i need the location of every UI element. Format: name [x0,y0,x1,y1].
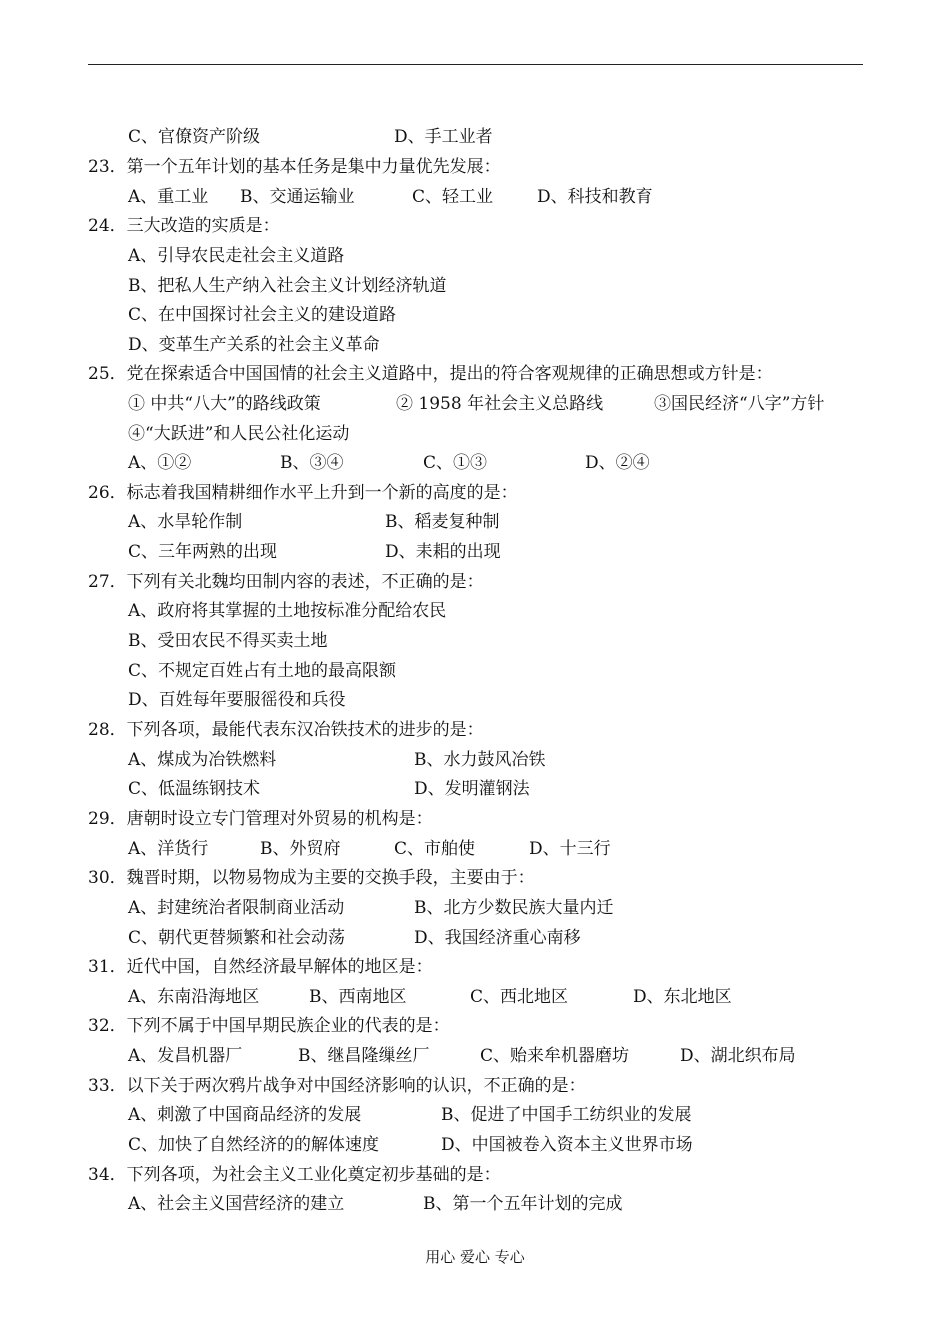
q22-option-d: D、手工业者 [394,127,493,147]
q31-options-row [0,986,950,1008]
page-footer: 用心 爱心 专心 [425,1248,525,1266]
q26-option-a: A、水旱轮作制 [128,512,243,532]
q23-option-b: B、交通运输业 [240,187,355,207]
q28-stem: 28．下列各项，最能代表东汉冶铁技术的进步的是： [88,720,484,740]
q31-stem: 31．近代中国，自然经济最早解体的地区是： [88,957,433,977]
header-rule [88,64,863,65]
q34-option-b: B、第一个五年计划的完成 [423,1194,623,1214]
q27-stem: 27．下列有关北魏均田制内容的表述，不正确的是： [88,572,484,592]
q34-options-row [0,1193,950,1215]
q23-options-row [0,186,950,208]
q34-stem: 34．下列各项，为社会主义工业化奠定初步基础的是： [88,1165,501,1185]
q32-option-b: B、继昌隆缫丝厂 [298,1046,430,1066]
q33-options-row-1 [0,1104,950,1126]
q25-items-row [0,393,950,415]
q27-option-d: D、百姓每年要服徭役和兵役 [128,690,346,710]
q28-options-row-1 [0,749,950,771]
q33-option-c: C、加快了自然经济的的解体速度 [128,1135,380,1155]
q26-stem: 26．标志着我国精耕细作水平上升到一个新的高度的是： [88,483,518,503]
q26-option-b: B、稻麦复种制 [385,512,500,532]
q25-options-row [0,452,950,474]
q29-option-d: D、十三行 [529,839,611,859]
q25-option-d: D、②④ [585,453,650,473]
q25-item-1: ① 中共“八大”的路线政策 [128,394,321,414]
q30-option-a: A、封建统治者限制商业活动 [128,898,345,918]
q31-option-c: C、西北地区 [470,987,569,1007]
q31-option-a: A、东南沿海地区 [128,987,260,1007]
q30-option-c: C、朝代更替频繁和社会动荡 [128,928,346,948]
q25-option-a: A、①② [128,453,192,473]
q25-option-c: C、①③ [423,453,488,473]
q23-option-a: A、重工业 [128,187,209,207]
q33-stem: 33．以下关于两次鸦片战争对中国经济影响的认识，不正确的是： [88,1076,586,1096]
q30-option-b: B、北方少数民族大量内迁 [414,898,614,918]
q25-item-2: ② 1958 年社会主义总路线 [396,394,604,414]
q28-option-c: C、低温练钢技术 [128,779,261,799]
q28-options-row-2 [0,778,950,800]
q29-options-row [0,838,950,860]
q28-option-b: B、水力鼓风冶铁 [414,750,546,770]
q29-option-b: B、外贸府 [260,839,341,859]
q25-option-b: B、③④ [280,453,344,473]
q32-option-c: C、贻来牟机器磨坊 [480,1046,630,1066]
q24-option-a: A、引导农民走社会主义道路 [128,246,345,266]
q30-option-d: D、我国经济重心南移 [414,928,581,948]
q30-stem: 30．魏晋时期，以物易物成为主要的交换手段，主要由于： [88,868,535,888]
q28-option-d: D、发明灌钢法 [414,779,530,799]
q30-options-row-2 [0,927,950,949]
q25-item-4: ④“大跃进”和人民公社化运动 [128,424,350,444]
q24-stem: 24．三大改造的实质是： [88,216,280,236]
q27-option-b: B、受田农民不得买卖土地 [128,631,328,651]
q32-options-row [0,1045,950,1067]
q31-option-b: B、西南地区 [309,987,407,1007]
q33-option-a: A、刺激了中国商品经济的发展 [128,1105,362,1125]
q28-option-a: A、煤成为冶铁燃料 [128,750,277,770]
q34-option-a: A、社会主义国营经济的建立 [128,1194,345,1214]
q32-stem: 32．下列不属于中国早期民族企业的代表的是： [88,1016,450,1036]
q26-options-row-2 [0,541,950,563]
q27-option-c: C、不规定百姓占有土地的最高限额 [128,661,397,681]
q26-options-row-1 [0,511,950,533]
q30-options-row-1 [0,897,950,919]
q33-option-b: B、促进了中国手工纺织业的发展 [441,1105,692,1125]
q24-option-b: B、把私人生产纳入社会主义计划经济轨道 [128,276,447,296]
q32-option-d: D、湖北织布局 [680,1046,796,1066]
q23-option-c: C、轻工业 [412,187,494,207]
q25-item-3: ③国民经济“八字”方针 [654,394,825,414]
q25-stem: 25．党在探索适合中国国情的社会主义道路中，提出的符合客观规律的正确思想或方针是： [88,364,773,384]
q29-stem: 29．唐朝时设立专门管理对外贸易的机构是： [88,809,433,829]
q22-options-row [0,126,950,148]
q23-option-d: D、科技和教育 [537,187,653,207]
q27-option-a: A、政府将其掌握的土地按标准分配给农民 [128,601,447,621]
q24-option-c: C、在中国探讨社会主义的建设道路 [128,305,397,325]
q26-option-d: D、耒耜的出现 [385,542,501,562]
q26-option-c: C、三年两熟的出现 [128,542,278,562]
q29-option-a: A、洋货行 [128,839,209,859]
q23-stem: 23．第一个五年计划的基本任务是集中力量优先发展： [88,157,501,177]
q24-option-d: D、变革生产关系的社会主义革命 [128,335,380,355]
q22-option-c: C、官僚资产阶级 [128,127,261,147]
q31-option-d: D、东北地区 [633,987,732,1007]
q32-option-a: A、发昌机器厂 [128,1046,243,1066]
q33-option-d: D、中国被卷入资本主义世界市场 [441,1135,693,1155]
q29-option-c: C、市舶使 [394,839,476,859]
q33-options-row-2 [0,1134,950,1156]
